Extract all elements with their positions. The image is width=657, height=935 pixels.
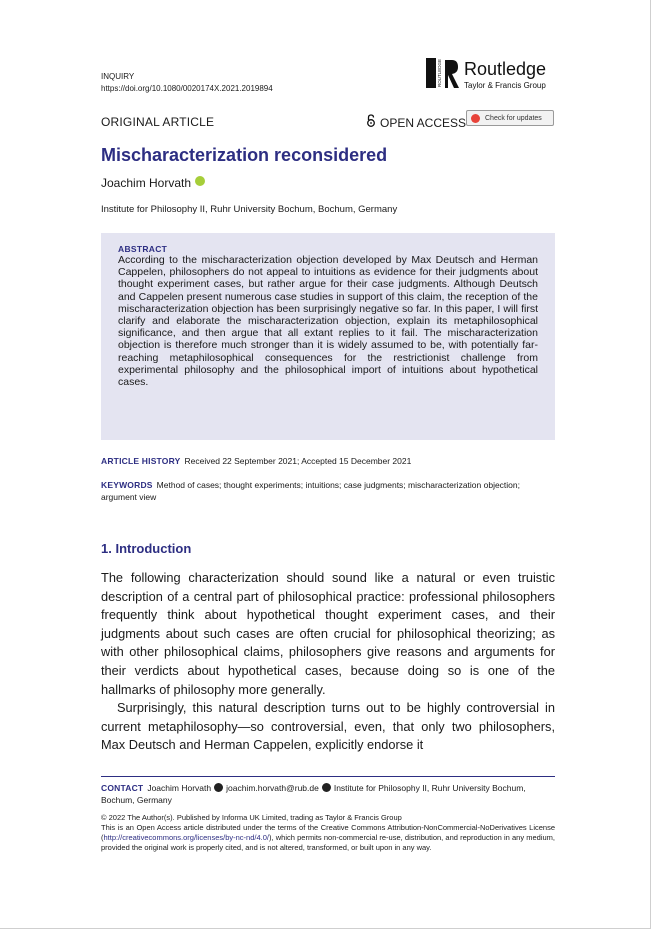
abstract-box	[101, 233, 555, 440]
address-icon	[322, 783, 331, 792]
publisher-name: Routledge	[464, 59, 547, 79]
license-text-b: ), which permits non-commercial re-use, distribution, and reproduction in any medium, provided the original work is properly cited, and is not altered, transformed, or built upon in any way.	[101, 833, 555, 853]
paragraph: Surprisingly, this natural description turns out to be highly controversial in current metaphilosophy—so controversial, even, that only two philosophers, Max Deutsch and Herman Cappelen, explicitly endorse it	[101, 700, 555, 753]
affiliation: Institute for Philosophy II, Ruhr University Bochum, Bochum, Germany	[101, 204, 398, 215]
keywords	[101, 479, 555, 503]
license-text-a: This is an Open Access article distributed under the terms of the Creative Commons Attribution-NonCommercial-NoDerivatives License (	[101, 823, 555, 843]
license-text	[101, 823, 555, 854]
doi-link[interactable]: https://doi.org/10.1080/0020174X.2021.2019894	[101, 84, 273, 93]
journal-name: INQUIRY	[101, 72, 135, 81]
author-name[interactable]: Joachim Horvath	[101, 176, 192, 190]
article-type: ORIGINAL ARTICLE	[101, 115, 215, 129]
author-line	[101, 175, 205, 191]
keywords-text: Method of cases; thought experiments; intuitions; case judgments; mischaracterization objection; argument view	[101, 480, 521, 502]
paragraph: The following characterization should sound like a natural or even truistic description of a central part of philosophical practice: professional philosophers frequently think about hypothetical thought experiment cases, and their judgments about such cases are often crucial for philosophical theorizing; as with other philosophical claims, philosophers give reasons and arguments for their verdicts about hypothetical cases, because doing so is one of the hallmarks of philosophy more generally.	[101, 570, 555, 697]
abstract-heading: ABSTRACT	[118, 244, 168, 254]
publisher-subtitle: Taylor & Francis Group	[464, 81, 546, 90]
article-history-dates: Received 22 September 2021; Accepted 15 December 2021	[184, 456, 412, 466]
check-for-updates-label: Check for updates	[485, 115, 542, 122]
publisher-logo	[426, 58, 556, 94]
open-access-text: OPEN ACCESS	[380, 116, 467, 130]
abstract-text: According to the mischaracterization objection developed by Max Deutsch and Herman Cappelen, philosophers do not appeal to intuitions as evidence for their judgments about thought experiment cases, but rather argue for their case judgments. Although Deutsch and Cappelen present numerous case studies in support of this claim, the reception of the mischaracterization objection has been surprisingly negative so far. In this paper, I will first clarify and elaborate the mischaracterization objection, explain its metaphilosophical significance, and then argue that all extant replies to it fail. The mischaracterization objection is therefore much stronger than it is widely assumed to be, with potentially far-reaching metaphilosophical consequences for the restrictionist challenge from experimental philosophy and the philosophical import of intuitions about hypothetical cases.	[118, 254, 538, 389]
routledge-logo-icon	[426, 58, 436, 88]
open-access-label	[365, 114, 466, 131]
license-link[interactable]: http://creativecommons.org/licenses/by-nc-nd/4.0/	[103, 833, 269, 843]
footer-divider	[101, 776, 555, 777]
contact-label: CONTACT	[101, 783, 144, 793]
copyright-line: © 2022 The Author(s). Published by Informa UK Limited, trading as Taylor & Francis Group	[101, 813, 402, 822]
routledge-r-mark-icon	[444, 58, 460, 90]
body-text	[101, 569, 555, 755]
article-history-label: ARTICLE HISTORY	[101, 456, 181, 466]
crossmark-icon	[471, 114, 480, 123]
check-for-updates-button[interactable]	[466, 110, 554, 126]
orcid-icon[interactable]	[195, 176, 205, 186]
contact-name: Joachim Horvath	[147, 783, 212, 793]
section-heading: 1. Introduction	[101, 541, 192, 556]
article-title: Mischaracterization reconsidered	[101, 145, 388, 165]
contact-affiliation: Institute for Philosophy II, Ruhr University Bochum, Bochum, Germany	[101, 783, 526, 805]
contact-info	[101, 783, 555, 806]
open-access-lock-icon	[365, 114, 377, 131]
keywords-label: KEYWORDS	[101, 480, 153, 490]
contact-email[interactable]: joachim.horvath@rub.de	[226, 783, 319, 793]
email-icon	[214, 783, 223, 792]
article-history	[101, 455, 411, 467]
publisher-vertical-text: ROUTLEDGE	[437, 59, 442, 88]
